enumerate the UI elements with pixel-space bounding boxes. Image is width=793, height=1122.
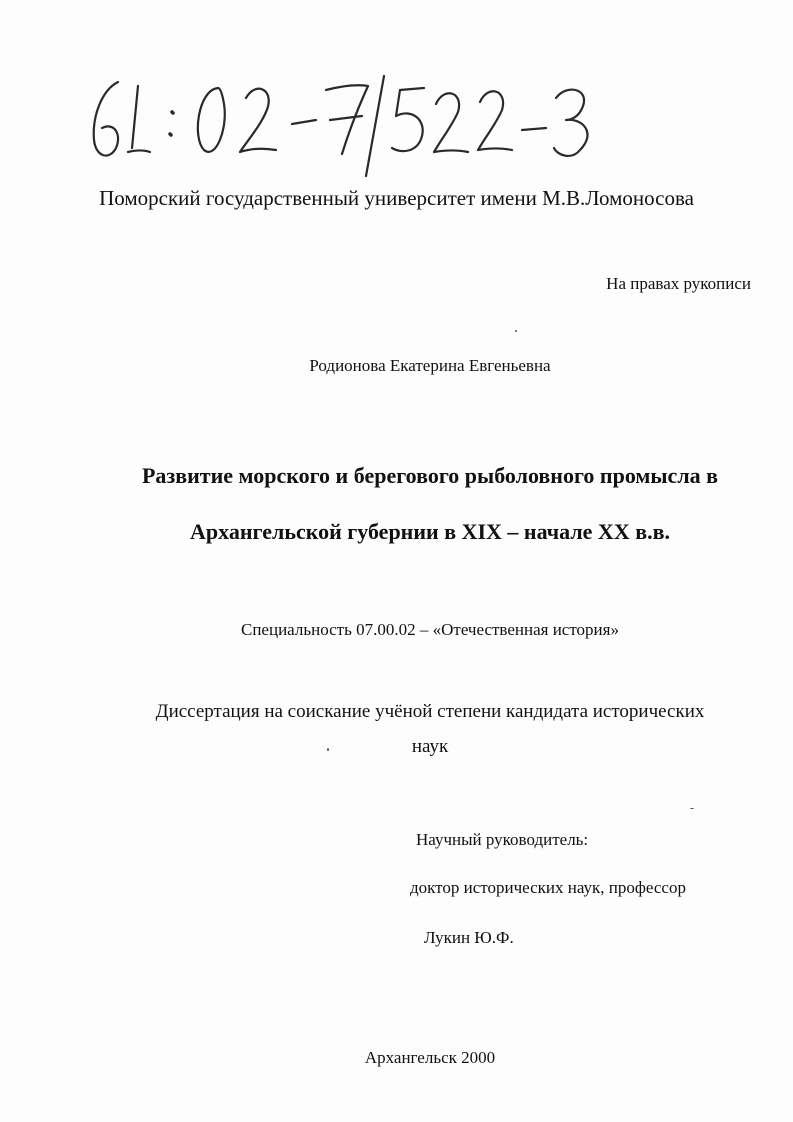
advisor-degree: доктор исторических наук, профессор: [410, 878, 686, 897]
scan-speck: [690, 808, 694, 809]
specialty-line: Специальность 07.00.02 – «Отечественная история»: [241, 620, 619, 639]
advisor-label: Научный руководитель:: [416, 830, 589, 849]
scan-speck: [327, 748, 329, 751]
handwritten-archive-code: [80, 68, 600, 178]
city-and-year: Архангельск 2000: [364, 1048, 496, 1067]
handwritten-code-drawing: [80, 68, 600, 178]
scan-speck: [515, 330, 517, 332]
thesis-title-line-1: Развитие морского и берегового рыболовного промысла в: [141, 463, 719, 488]
dissertation-description-line-1: Диссертация на соискание учёной степени кандидата исторических: [155, 701, 705, 722]
author-name: Родионова Екатерина Евгеньевна: [309, 356, 551, 375]
university-name: Поморский государственный университет имени М.В.Ломоносова: [99, 186, 694, 210]
dissertation-description-line-2: наук: [411, 736, 449, 757]
advisor-name: Лукин Ю.Ф.: [424, 928, 514, 947]
manuscript-rights-note: На правах рукописи: [606, 274, 751, 293]
thesis-title-line-2: Архангельской губернии в XIX – начале XX в.в.: [190, 519, 670, 544]
